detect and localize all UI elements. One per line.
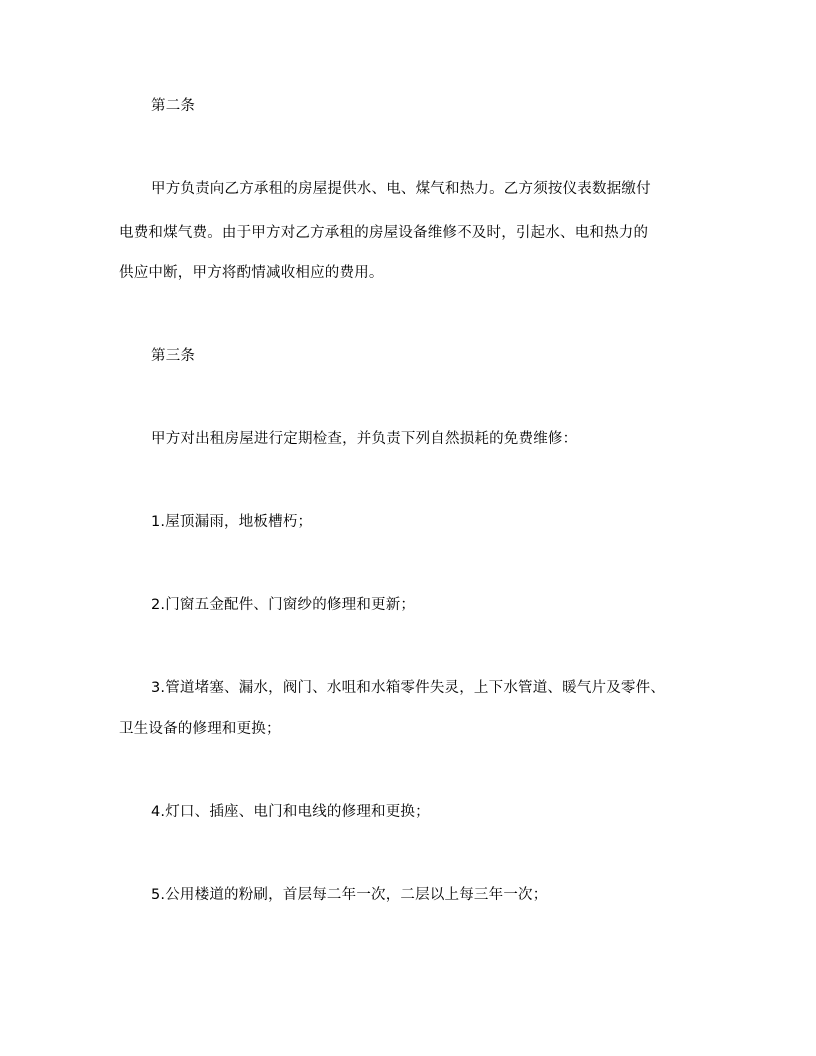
list-item-3-line-1: 3.管道堵塞、漏水，阀门、水咀和水箱零件失灵，上下水管道、暖气片及零件、 (151, 680, 666, 696)
list-item-2: 2.门窗五金配件、门窗纱的修理和更新； (151, 597, 416, 613)
list-item-1: 1.屋顶漏雨，地板槽朽； (151, 514, 313, 530)
list-item-3-line-2: 卫生设备的修理和更换； (119, 721, 281, 737)
article-2-text-line-3: 供应中断，甲方将酌情减收相应的费用。 (119, 265, 384, 281)
list-item-5: 5.公用楼道的粉刷，首层每二年一次，二层以上每三年一次； (151, 887, 548, 903)
article-2-text-line-2: 电费和煤气费。由于甲方对乙方承租的房屋设备维修不及时，引起水、电和热力的 (119, 225, 649, 241)
list-item-4: 4.灯口、插座、电门和电线的修理和更换； (151, 804, 430, 820)
article-heading-2: 第二条 (151, 98, 196, 114)
article-heading-3: 第三条 (151, 348, 196, 364)
article-2-text-line-1: 甲方负责向乙方承租的房屋提供水、电、煤气和热力。乙方须按仪表数据缴付 (151, 181, 651, 197)
article-3-intro: 甲方对出租房屋进行定期检查，并负责下列自然损耗的免费维修： (151, 431, 578, 447)
